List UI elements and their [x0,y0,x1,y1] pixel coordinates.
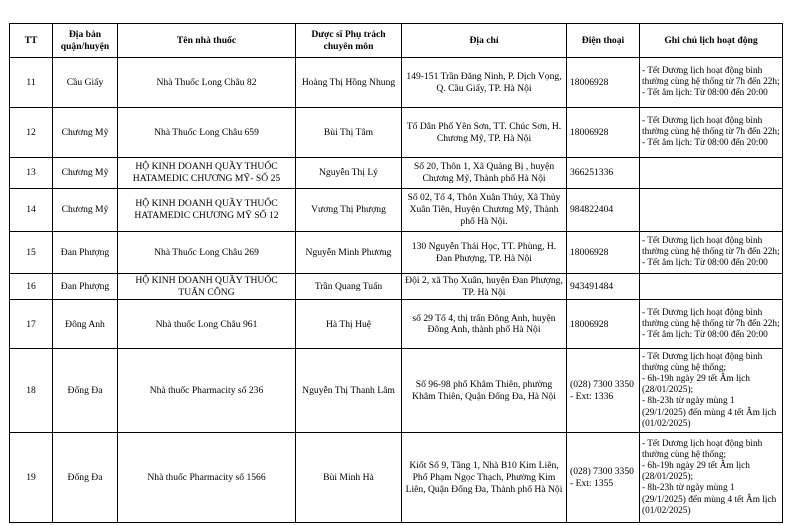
pharmacy-table [9,23,783,523]
cell-note [640,349,783,433]
cell-area: Đông Anh [53,300,118,349]
table-row [10,189,783,232]
cell-name: Nhà Thuốc Long Châu 269 [118,232,296,274]
cell-tt: 19 [10,433,53,523]
cell-phone: 943491484 [567,274,640,300]
header-area: Địa bàn quận/huyện [53,24,118,58]
cell-note [640,58,783,108]
cell-pharmacist: Vương Thị Phượng [296,189,402,232]
cell-note [640,274,783,300]
cell-address: Số 96-98 phố Khâm Thiên, phường Khâm Thiên, Quận Đống Đa, Hà Nội [402,349,567,433]
cell-note [640,300,783,349]
cell-tt: 13 [10,158,53,189]
cell-pharmacist: Hoàng Thị Hồng Nhung [296,58,402,108]
note-line: - Tết âm lịch: Từ 08:00 đến 20:00 [642,88,768,99]
note-line: - 8h-23h từ ngày mùng 1 (29/1/2025) đến mùng 4 tết Âm lịch (01/02/2025) [642,483,777,516]
note-line: - Tết Dương lịch hoạt động bình thường cùng hệ thống từ 7h đến 22h; [642,235,780,257]
table-row [10,108,783,158]
note-line: - Tết Dương lịch hoạt động bình thường cùng hệ thống từ 7h đến 22h; [642,65,780,87]
cell-area: Đống Đa [53,349,118,433]
cell-tt: 18 [10,349,53,433]
cell-name: HỘ KINH DOANH QUẦY THUỐC TUẤN CÔNG [118,274,296,300]
table-row [10,58,783,108]
cell-address: 130 Nguyễn Thái Học, TT. Phùng, H. Đan Phượng, TP. Hà Nội [402,232,567,274]
cell-tt: 14 [10,189,53,232]
table-row [10,349,783,433]
cell-phone: (028) 7300 3350 - Ext: 1336 [567,349,640,433]
cell-phone: 18006928 [567,58,640,108]
cell-area: Chương Mỹ [53,108,118,158]
note-line: - 6h-19h ngày 29 tết Âm lịch (28/01/2025); [642,374,750,396]
cell-address: Số 02, Tổ 4, Thôn Xuân Thủy, Xã Thủy Xuân Tiên, Huyện Chương Mỹ, Thành phố Hà Nội. [402,189,567,232]
header-pharmacist: Dược sĩ Phụ trách chuyên môn [296,24,402,58]
cell-note [640,158,783,189]
table-row [10,300,783,349]
cell-name: Nhà thuốc Long Châu 961 [118,300,296,349]
table-row [10,433,783,523]
note-line: - 8h-23h từ ngày mùng 1 (29/1/2025) đến mùng 4 tết Âm lịch (01/02/2025) [642,396,777,429]
cell-pharmacist: Trần Quang Tuấn [296,274,402,300]
cell-address: 149-151 Trần Đăng Ninh, P. Dịch Vọng, Q. Cầu Giấy, TP. Hà Nội [402,58,567,108]
cell-name: Nhà thuốc Pharmacity số 1566 [118,433,296,523]
cell-area: Đống Đa [53,433,118,523]
header-tt: TT [10,24,53,58]
cell-name: Nhà Thuốc Long Châu 659 [118,108,296,158]
table-row [10,232,783,274]
cell-area: Đan Phượng [53,274,118,300]
cell-note [640,232,783,274]
note-line: - Tết Dương lịch hoạt động bình thường cùng hệ thống; [642,438,763,461]
cell-area: Đan Phượng [53,232,118,274]
note-line: - Tết Dương lịch hoạt động bình thường cùng hệ thống từ 7h đến 22h; [642,115,780,137]
table-row [10,274,783,300]
cell-tt: 16 [10,274,53,300]
cell-pharmacist: Bùi Thị Tâm [296,108,402,158]
cell-name: HỘ KINH DOANH QUẦY THUỐC HATAMEDIC CHƯƠNG MỸ SỐ 12 [118,189,296,232]
cell-address: Số 20, Thôn 1, Xã Quảng Bị , huyện Chương Mỹ, Thành phố Hà Nội [402,158,567,189]
note-line: - Tết âm lịch: Từ 08:00 đến 20:00 [642,138,768,149]
cell-address: Đội 2, xã Thọ Xuân, huyện Đan Phượng, TP. Hà Nội [402,274,567,300]
cell-note [640,433,783,523]
cell-area: Chương Mỹ [53,189,118,232]
cell-note [640,108,783,158]
cell-phone: 18006928 [567,300,640,349]
cell-pharmacist: Nguyễn Thị Lý [296,158,402,189]
cell-phone: 366251336 [567,158,640,189]
cell-address: số 29 Tổ 4, thị trấn Đông Anh, huyện Đông Anh, thành phố Hà Nội [402,300,567,349]
cell-phone: (028) 7300 3350 - Ext: 1355 [567,433,640,523]
cell-name: HỘ KINH DOANH QUẦY THUỐC HATAMEDIC CHƯƠNG MỸ- SỐ 25 [118,158,296,189]
header-phone: Điện thoại [567,24,640,58]
header-note: Ghi chú lịch hoạt động [640,24,783,58]
note-line: - Tết Dương lịch hoạt động bình thường cùng hệ thống từ 7h đến 22h; [642,307,780,329]
cell-pharmacist: Nguyễn Minh Phương [296,232,402,274]
table-body [10,58,783,523]
table-header-row [10,24,783,58]
cell-tt: 11 [10,58,53,108]
cell-name: Nhà Thuốc Long Châu 82 [118,58,296,108]
cell-address: Kiốt Số 9, Tầng 1, Nhà B10 Kim Liên, Phố Phạm Ngọc Thạch, Phường Kim Liên, Quận Đống Đa, Thành phố Hà Nội [402,433,567,523]
cell-pharmacist: Bùi Minh Hà [296,433,402,523]
table-row [10,158,783,189]
cell-pharmacist: Nguyễn Thị Thanh Lâm [296,349,402,433]
note-line: - 6h-19h ngày 29 tết Âm lịch (28/01/2025); [642,461,750,483]
cell-phone: 984822404 [567,189,640,232]
note-line: - Tết Dương lịch hoạt động bình thường cùng hệ thống; [642,351,763,374]
cell-name: Nhà thuốc Pharmacity số 236 [118,349,296,433]
cell-pharmacist: Hà Thị Huệ [296,300,402,349]
note-line: - Tết âm lịch: Từ 08:00 đến 20:00 [642,258,768,269]
cell-phone: 18006928 [567,108,640,158]
cell-tt: 15 [10,232,53,274]
cell-address: Tổ Dân Phố Yên Sơn, TT. Chúc Sơn, H. Chương Mỹ, TP. Hà Nội [402,108,567,158]
cell-area: Chương Mỹ [53,158,118,189]
cell-tt: 17 [10,300,53,349]
header-address: Địa chỉ [402,24,567,58]
pharmacy-schedule-document [9,23,783,523]
cell-phone: 18006928 [567,232,640,274]
cell-area: Cầu Giấy [53,58,118,108]
header-name: Tên nhà thuốc [118,24,296,58]
cell-tt: 12 [10,108,53,158]
note-line: - Tết âm lịch: Từ 08:00 đến 20:00 [642,329,768,340]
cell-note [640,189,783,232]
